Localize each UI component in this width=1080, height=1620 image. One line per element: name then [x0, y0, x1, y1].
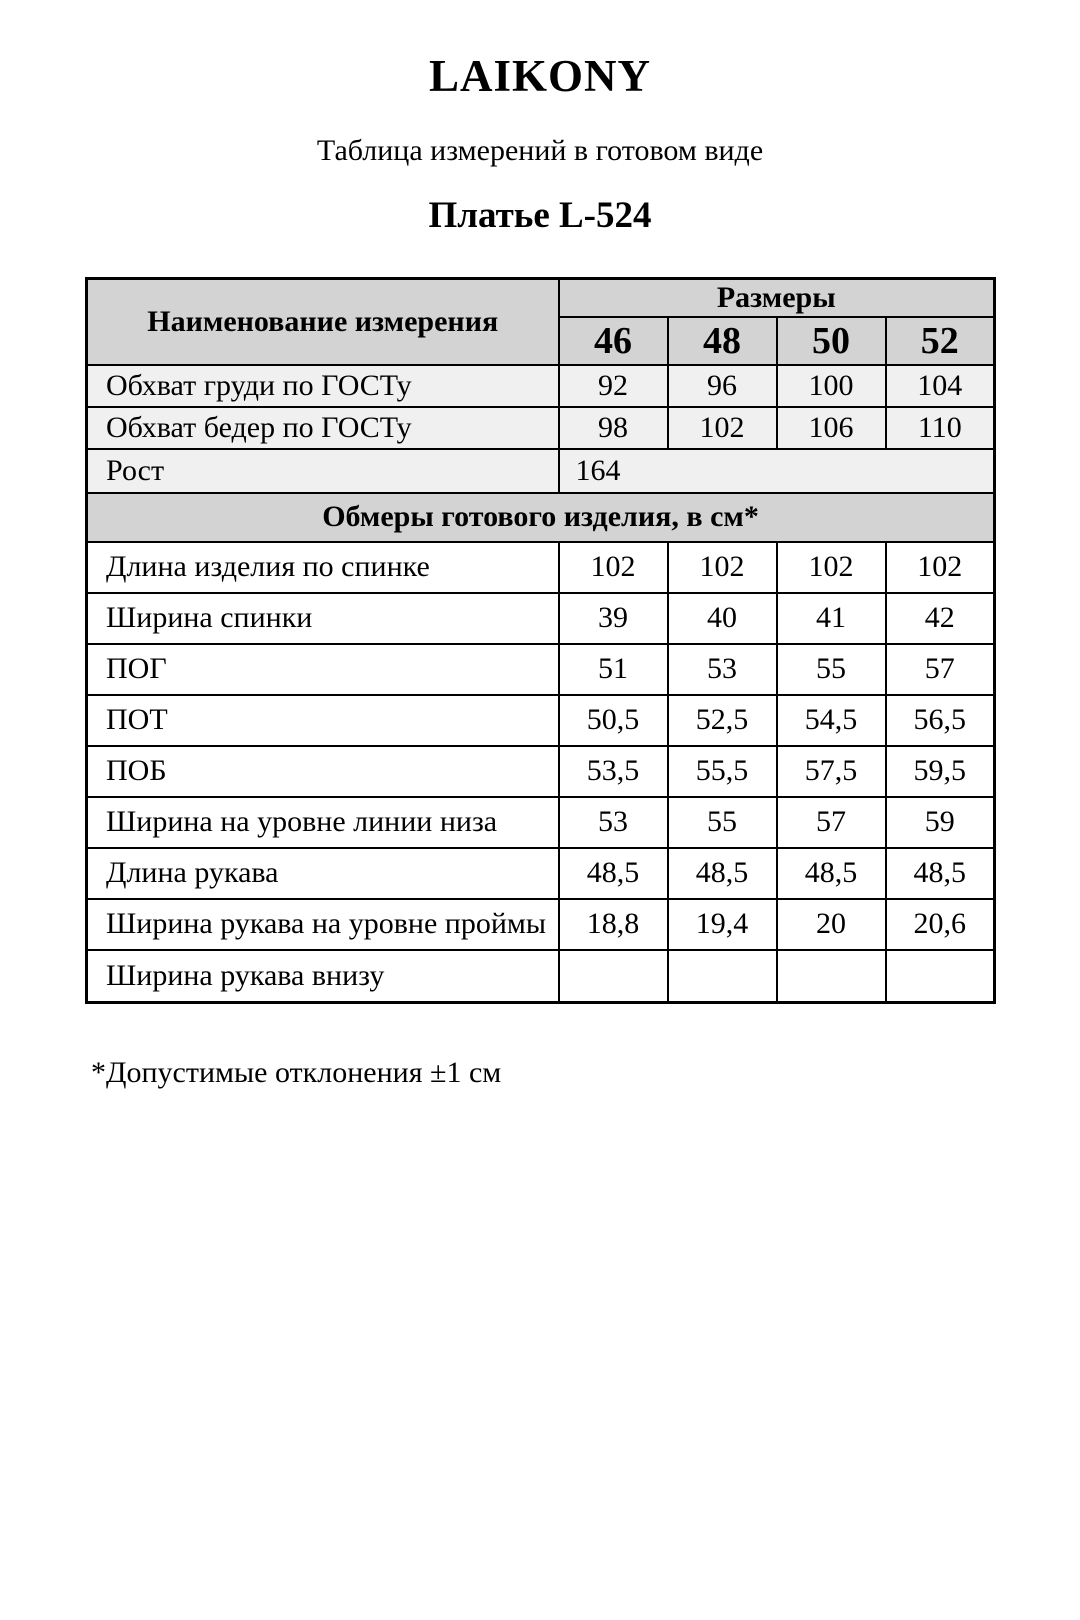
row-label: ПОБ: [87, 746, 559, 797]
value-cell-empty: [559, 950, 668, 1003]
value-cell: 20: [777, 899, 886, 950]
tolerance-footnote: *Допустимые отклонения ±1 см: [91, 1056, 502, 1089]
value-cell: 48,5: [559, 848, 668, 899]
value-cell: 48,5: [886, 848, 995, 899]
table-row: [87, 365, 995, 407]
value-cell: 102: [777, 542, 886, 593]
table-row: [87, 593, 995, 644]
brand-title: LAIKONY: [428, 51, 652, 101]
size-column-46: 46: [559, 317, 668, 365]
value-cell: 48,5: [668, 848, 777, 899]
measurements-table: [85, 277, 996, 1004]
value-cell: 55,5: [668, 746, 777, 797]
value-cell: 96: [668, 365, 777, 407]
size-column-50: 50: [777, 317, 886, 365]
value-cell: 39: [559, 593, 668, 644]
value-cell: 55: [668, 797, 777, 848]
value-cell: 57: [886, 644, 995, 695]
value-cell: 102: [886, 542, 995, 593]
table-row: [87, 449, 995, 493]
size-column-52: 52: [886, 317, 995, 365]
row-label: ПОГ: [87, 644, 559, 695]
row-label: Обхват бедер по ГОСТу: [87, 407, 559, 449]
row-label: Ширина на уровне линии низа: [87, 797, 559, 848]
table-row: [87, 695, 995, 746]
row-label: Обхват груди по ГОСТу: [87, 365, 559, 407]
value-cell: 40: [668, 593, 777, 644]
value-cell: 19,4: [668, 899, 777, 950]
height-value-cell: 164: [559, 449, 995, 493]
table-row: [87, 848, 995, 899]
value-cell: 20,6: [886, 899, 995, 950]
value-cell: 92: [559, 365, 668, 407]
value-cell: 53,5: [559, 746, 668, 797]
value-cell: 102: [668, 542, 777, 593]
section-header-row: [87, 493, 995, 542]
column-header-sizes-group: Размеры: [559, 279, 995, 317]
table-row: [87, 542, 995, 593]
row-label: Длина изделия по спинке: [87, 542, 559, 593]
product-title: Платье L-524: [428, 195, 652, 236]
value-cell: 104: [886, 365, 995, 407]
value-cell: 59,5: [886, 746, 995, 797]
value-cell: 50,5: [559, 695, 668, 746]
value-cell: 18,8: [559, 899, 668, 950]
value-cell: 41: [777, 593, 886, 644]
table-row: [87, 407, 995, 449]
value-cell: 56,5: [886, 695, 995, 746]
value-cell: 52,5: [668, 695, 777, 746]
value-cell: 51: [559, 644, 668, 695]
value-cell-empty: [668, 950, 777, 1003]
value-cell: 54,5: [777, 695, 886, 746]
row-label: ПОТ: [87, 695, 559, 746]
value-cell: 48,5: [777, 848, 886, 899]
table-row: [87, 644, 995, 695]
row-label: Ширина рукава внизу: [87, 950, 559, 1003]
table-row: [87, 746, 995, 797]
value-cell: 57,5: [777, 746, 886, 797]
value-cell: 100: [777, 365, 886, 407]
value-cell: 53: [668, 644, 777, 695]
document-subtitle: Таблица измерений в готовом виде: [316, 134, 764, 167]
value-cell: 59: [886, 797, 995, 848]
row-label: Рост: [87, 449, 559, 493]
value-cell: 102: [559, 542, 668, 593]
value-cell-empty: [777, 950, 886, 1003]
value-cell: 42: [886, 593, 995, 644]
column-header-measurement-name: Наименование измерения: [87, 279, 559, 365]
value-cell: 57: [777, 797, 886, 848]
table-header-row: [87, 279, 995, 317]
value-cell: 106: [777, 407, 886, 449]
size-column-48: 48: [668, 317, 777, 365]
value-cell: 98: [559, 407, 668, 449]
table-row: [87, 899, 995, 950]
row-label: Ширина спинки: [87, 593, 559, 644]
value-cell: 53: [559, 797, 668, 848]
table-row: [87, 950, 995, 1003]
value-cell: 110: [886, 407, 995, 449]
value-cell: 102: [668, 407, 777, 449]
value-cell-empty: [886, 950, 995, 1003]
row-label: Длина рукава: [87, 848, 559, 899]
section-header: Обмеры готового изделия, в см*: [87, 493, 995, 542]
value-cell: 55: [777, 644, 886, 695]
row-label: Ширина рукава на уровне проймы: [87, 899, 559, 950]
table-row: [87, 797, 995, 848]
